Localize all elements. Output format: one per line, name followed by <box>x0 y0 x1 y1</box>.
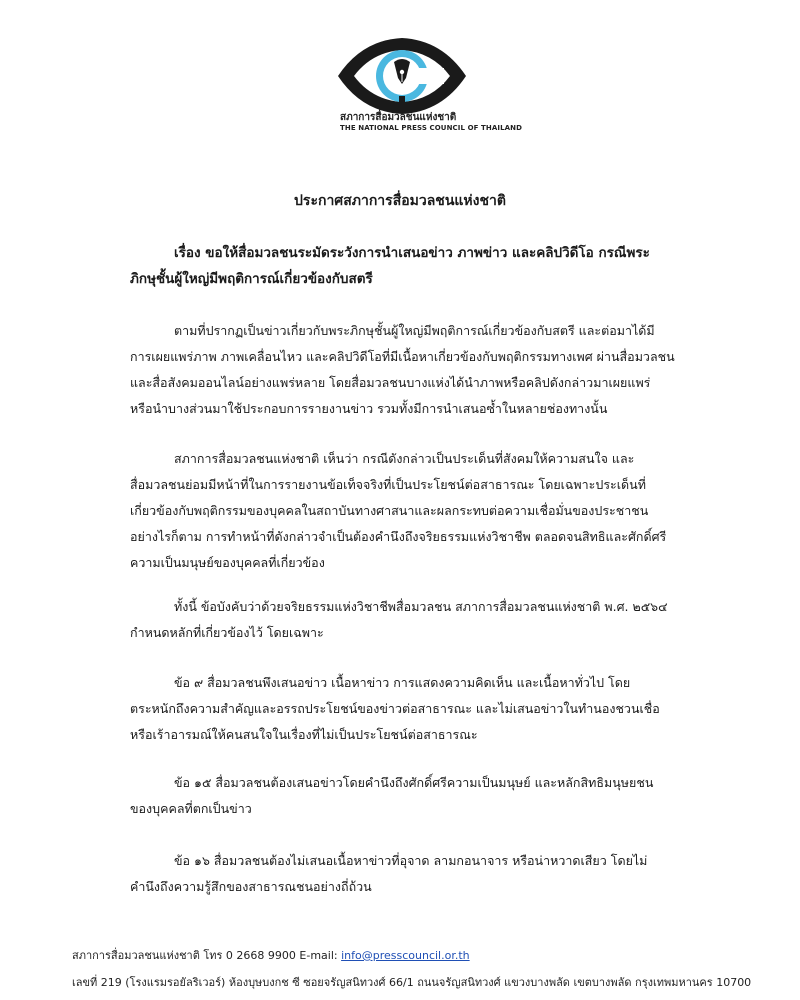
paragraph-council-view: สภาการสื่อมวลชนแห่งชาติ เห็นว่า กรณีดังกล่าวเป็นประเด็นที่สังคมให้ความสนใจ และสื่อมวลชนย่อมมีหน้าที่ในการรายงานข้อเท็จจริงที่เป็นประโยชน์ต่อสาธารณะ โดยเฉพาะประเด็นที่เกี่ยวข้องกับพฤติกรรมของบุคคลในสถาบันทางศาสนาและผลกระทบต่อความเชื่อมั่นของประชาชน อย่างไรก็ตาม การทำหน้าที่ดังกล่าวจำเป็นต้องคำนึงถึงจริยธรรมแห่งวิชาชีพ ตลอดจนสิทธิและศักดิ์ศรีความเป็นมนุษย์ของบุคคลที่เกี่ยวข้อง <box>130 451 667 570</box>
logo-name-english: THE NATIONAL PRESS COUNCIL OF THAILAND <box>340 124 523 132</box>
paragraph-clause-9: ข้อ ๙ สื่อมวลชนพึงเสนอข่าว เนื้อหาข่าว การแสดงความคิดเห็น และเนื้อหาทั่วไป โดยตระหนักถึงความสำคัญและอรรถประโยชน์ของข่าวต่อสาธารณะ และไม่เสนอข่าวในทำนองชวนเชื่อหรือเร้าอารมณ์ให้คนสนใจในเรื่องที่ไม่เป็นประโยชน์ต่อสาธารณะ <box>130 675 660 742</box>
paragraph-regulation: ทั้งนี้ ข้อบังคับว่าด้วยจริยธรรมแห่งวิชาชีพสื่อมวลชน สภาการสื่อมวลชนแห่งชาติ พ.ศ. ๒๕๖๔ กำหนดหลักที่เกี่ยวข้องไว้ โดยเฉพาะ <box>130 599 668 640</box>
footer-email-link[interactable]: info@presscouncil.or.th <box>341 949 470 962</box>
logo-name-thai: สภาการสื่อมวลชนแห่งชาติ <box>340 112 457 123</box>
paragraph-clause-15: ข้อ ๑๕ สื่อมวลชนต้องเสนอข่าวโดยคำนึงถึงศักดิ์ศรีความเป็นมนุษย์ และหลักสิทธิมนุษยชนของบุคคลที่ตกเป็นข่าว <box>130 775 654 816</box>
document-title: ประกาศสภาการสื่อมวลชนแห่งชาติ <box>294 193 506 209</box>
document-subject: เรื่อง ขอให้สื่อมวลชนระมัดระวังการนำเสนอข่าว ภาพข่าว และคลิปวิดีโอ กรณีพระภิกษุชั้นผู้ใหญ่มีพฤติการณ์เกี่ยวข้องกับสตรี <box>130 245 650 287</box>
footer-address-line: เลขที่ 219 (โรงแรมรอยัลริเวอร์) ห้องบุษบงกช ซี ซอยจรัญสนิทวงศ์ 66/1 ถนนจรัญสนิทวงศ์ แขวงบางพลัด เขตบางพลัด กรุงเทพมหานคร 10700 <box>72 976 752 989</box>
footer-contact-line <box>72 942 772 969</box>
paragraph-intro: ตามที่ปรากฏเป็นข่าวเกี่ยวกับพระภิกษุชั้นผู้ใหญ่มีพฤติการณ์เกี่ยวข้องกับสตรี และต่อมาได้มีการเผยแพร่ภาพ ภาพเคลื่อนไหว และคลิปวิดีโอที่มีเนื้อหาเกี่ยวข้องกับพฤติกรรมทางเพศ ผ่านสื่อมวลชนและสื่อสังคมออนไลน์อย่างแพร่หลาย โดยสื่อมวลชนบางแห่งได้นำภาพหรือคลิปดังกล่าวมาเผยแพร่ หรือนำบางส่วนมาใช้ประกอบการรายงานข่าว รวมทั้งมีการนำเสนอซ้ำในหลายช่องทางนั้น <box>130 323 675 416</box>
footer <box>72 942 772 996</box>
footer-contact-text: สภาการสื่อมวลชนแห่งชาติ โทร 0 2668 9900 E-mail: <box>72 949 342 962</box>
paragraph-clause-16: ข้อ ๑๖ สื่อมวลชนต้องไม่เสนอเนื้อหาข่าวที่อุจาด ลามกอนาจาร หรือน่าหวาดเสียว โดยไม่คำนึงถึงความรู้สึกของสาธารณชนอย่างถี่ถ้วน <box>130 853 648 894</box>
